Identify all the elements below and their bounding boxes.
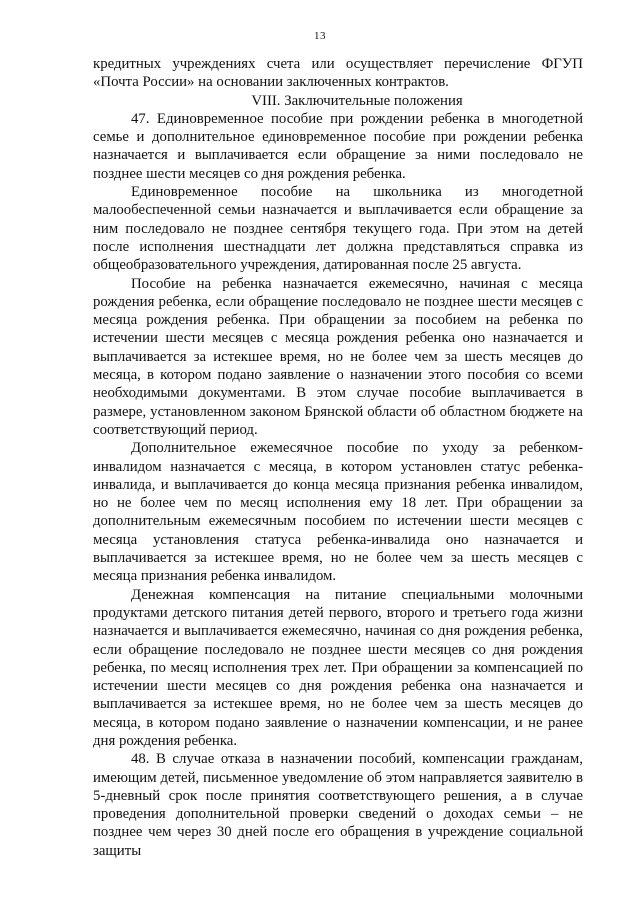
paragraph-child-allowance: Пособие на ребенка назначается ежемесячно, начиная с месяца рождения ребенка, если обращение последовало не позднее шести месяцев с месяца рождения ребенка. При обращении за пособием на ребенка по истечении шести месяцев с месяца рождения ребенка оно назначается и выплачивается за истекшее время, но не более чем за шесть месяцев до месяца, в котором подано заявление о назначении этого пособия со всеми необходимыми документами. В этом случае пособие выплачивается в размере, установленном законом Брянской области об областном бюджете на соответствующий период. <box>93 275 583 438</box>
paragraph-school-allowance: Единовременное пособие на школьника из многодетной малообеспеченной семьи назначается и выплачивается если обращение за ним последовало не позднее сентября текущего года. При этом на детей после исполнения шестнадцати лет должна представляться справка из общеобразовательного учреждения, датированная после 25 августа. <box>93 184 583 274</box>
section-title: VIII. Заключительные положения <box>251 92 463 109</box>
intro-paragraph: кредитных учреждениях счета или осуществляет перечисление ФГУП «Почта России» на основании заключенных контрактов. <box>93 56 583 91</box>
paragraph-nutrition-compensation: Денежная компенсация на питание специальными молочными продуктами детского питания детей первого, второго и третьего года жизни назначается и выплачивается ежемесячно, начиная со дня рождения ребенка, если обращение последовало не позднее шести месяцев со дня рождения ребенка, по месяц исполнения трех лет. При обращении за компенсацией по истечении шести месяцев со дня рождения ребенка она назначается и выплачивается за истекшее время, но не более чем за шесть месяцев до месяца, в котором подано заявление о назначении компенсации, и не ранее дня рождения ребенка. <box>93 586 583 749</box>
paragraph-48: 48. В случае отказа в назначении пособий, компенсации гражданам, имеющим детей, письменное уведомление об этом направляется заявителю в 5-дневный срок после принятия соответствующего решения, а в случае проведения дополнительной проверки сведений о доходах семьи – не позднее чем через 30 дней после его обращения в учреждение социальной защиты <box>93 751 583 859</box>
paragraph-47: 47. Единовременное пособие при рождении ребенка в многодетной семье и дополнительное единовременное пособие при рождении ребенка назначается и выплачивается если обращение за ними последовало не позднее шести месяцев со дня рождения ребенка. <box>93 110 583 182</box>
page-number: 13 <box>314 30 326 42</box>
document-body <box>93 55 583 860</box>
paragraph-disabled-child-allowance: Дополнительное ежемесячное пособие по уходу за ребенком-инвалидом назначается с месяца, в котором установлен статус ребенка-инвалида, и выплачивается до конца месяца признания ребенка инвалидом, но не более чем по месяц исполнения ему 18 лет. При обращении за дополнительным ежемесячным пособием по истечении шести месяцев с месяца установления статуса ребенка-инвалида оно назначается и выплачивается за истекшее время, но не более чем за шесть месяцев с месяца признания ребенка инвалидом. <box>93 440 583 585</box>
